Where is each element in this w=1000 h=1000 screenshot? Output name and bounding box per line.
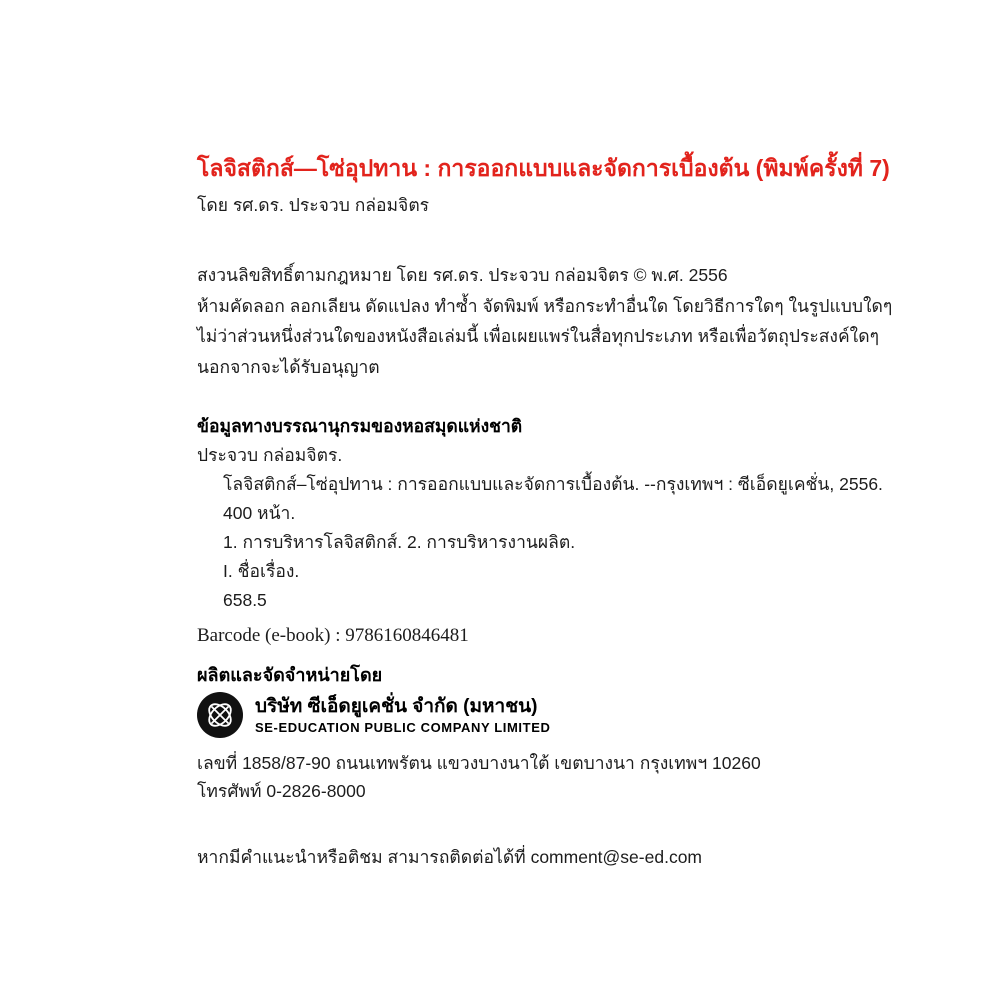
feedback-contact-line: หากมีคำแนะนำหรือติชม สามารถติดต่อได้ที่ comment@se-ed.com (197, 847, 703, 867)
biblio-author: ประจวบ กล่อมจิตร. (197, 445, 343, 465)
biblio-subjects: 1. การบริหารโลจิสติกส์. 2. การบริหารงานผลิต. (223, 532, 576, 552)
biblio-dewey-number: 658.5 (223, 590, 267, 610)
company-name-block (255, 695, 550, 736)
book-title: โลจิสติกส์—โซ่อุปทาน : การออกแบบและจัดการเบื้องต้น (พิมพ์ครั้งที่ 7) (197, 155, 890, 181)
publisher-phone: โทรศัพท์ 0-2826-8000 (197, 781, 366, 801)
biblio-entry: โลจิสติกส์–โซ่อุปทาน : การออกแบบและจัดการเบื้องต้น. --กรุงเทพฯ : ซีเอ็ดยูเคชั่น, 2556. (223, 474, 883, 494)
copyright-notice (197, 260, 893, 382)
company-name-thai: บริษัท ซีเอ็ดยูเคชั่น จำกัด (มหาชน) (255, 695, 538, 717)
biblio-pages: 400 หน้า. (223, 503, 296, 523)
national-library-cataloging-data (197, 412, 883, 615)
author-byline: โดย รศ.ดร. ประจวบ กล่อมจิตร (197, 195, 430, 215)
se-ed-logo-icon (197, 692, 243, 738)
copyright-line: ห้ามคัดลอก ลอกเลียน ดัดแปลง ทำซ้ำ จัดพิมพ์ หรือกระทำอื่นใด โดยวิธีการใดๆ ในรูปแบบใดๆ (197, 295, 893, 316)
copyright-line: นอกจากจะได้รับอนุญาต (197, 356, 380, 377)
publisher-address: เลขที่ 1858/87-90 ถนนเทพรัตน แขวงบางนาใต้ เขตบางนา กรุงเทพฯ 10260 (197, 753, 761, 773)
copyright-line: สงวนลิขสิทธิ์ตามกฎหมาย โดย รศ.ดร. ประจวบ กล่อมจิตร © พ.ศ. 2556 (197, 265, 728, 285)
publisher-identity (197, 691, 880, 739)
produced-by-heading: ผลิตและจัดจำหน่ายโดย (197, 665, 383, 685)
ebook-barcode: Barcode (e-book) : 9786160846481 (197, 625, 469, 646)
biblio-header: ข้อมูลทางบรรณานุกรมของหอสมุดแห่งชาติ (197, 416, 523, 436)
copyright-line: ไม่ว่าส่วนหนึ่งส่วนใดของหนังสือเล่มนี้ เพื่อเผยแพร่ในสื่อทุกประเภท หรือเพื่อวัตถุประสงค์ใดๆ (197, 326, 879, 346)
company-name-english: SE-EDUCATION PUBLIC COMPANY LIMITED (255, 719, 551, 735)
imprint-content (197, 150, 893, 871)
biblio-title-entry: I. ชื่อเรื่อง. (223, 561, 300, 581)
